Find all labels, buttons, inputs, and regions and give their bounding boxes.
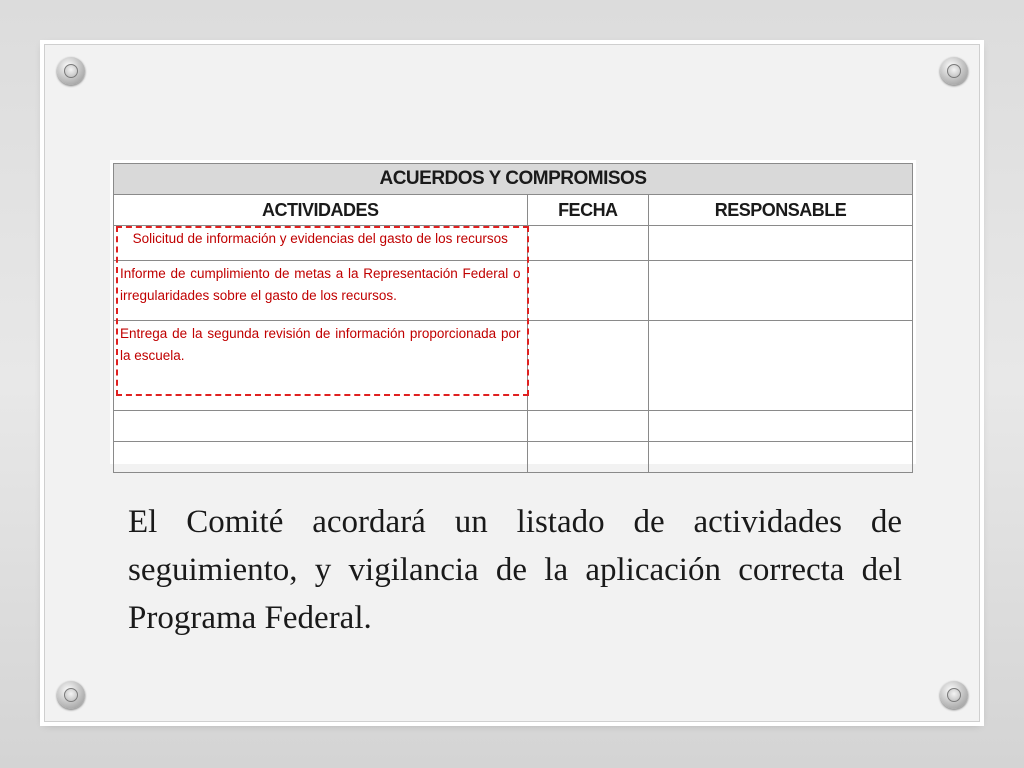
table-title: ACUERDOS Y COMPROMISOS: [114, 164, 913, 195]
responsable-cell: [649, 442, 913, 473]
responsable-cell: [649, 226, 913, 261]
fecha-cell: [527, 442, 649, 473]
table-header-row: [114, 195, 913, 226]
responsable-cell: [649, 261, 913, 321]
agreements-table: [113, 163, 913, 473]
screw-icon-bottom-left: [57, 681, 85, 709]
actividad-cell: Informe de cumplimiento de metas a la Representación Federal o irregularidades sobre el gasto de los recursos.: [114, 261, 528, 321]
table-row: [114, 411, 913, 442]
table-row: [114, 261, 913, 321]
header-fecha: FECHA: [527, 195, 649, 226]
responsable-cell: [649, 411, 913, 442]
actividad-cell: [114, 442, 528, 473]
agreements-table-image: [110, 160, 916, 464]
responsable-cell: [649, 321, 913, 411]
actividad-cell: Solicitud de información y evidencias del gasto de los recursos: [114, 226, 528, 261]
table-row: [114, 442, 913, 473]
screw-icon-top-left: [57, 57, 85, 85]
header-responsable: RESPONSABLE: [649, 195, 913, 226]
slide-body-text: El Comité acordará un listado de actividades de seguimiento, y vigilancia de la aplicación correcta del Programa Federal.: [128, 504, 902, 636]
screw-icon-top-right: [940, 57, 968, 85]
screw-icon-bottom-right: [940, 681, 968, 709]
fecha-cell: [527, 411, 649, 442]
fecha-cell: [527, 321, 649, 411]
fecha-cell: [527, 226, 649, 261]
table-row: [114, 226, 913, 261]
header-actividades: ACTIVIDADES: [114, 195, 528, 226]
actividad-cell: [114, 411, 528, 442]
fecha-cell: [527, 261, 649, 321]
table-title-row: [114, 164, 913, 195]
table-row: [114, 321, 913, 411]
actividad-cell: Entrega de la segunda revisión de información proporcionada por la escuela.: [114, 321, 528, 411]
